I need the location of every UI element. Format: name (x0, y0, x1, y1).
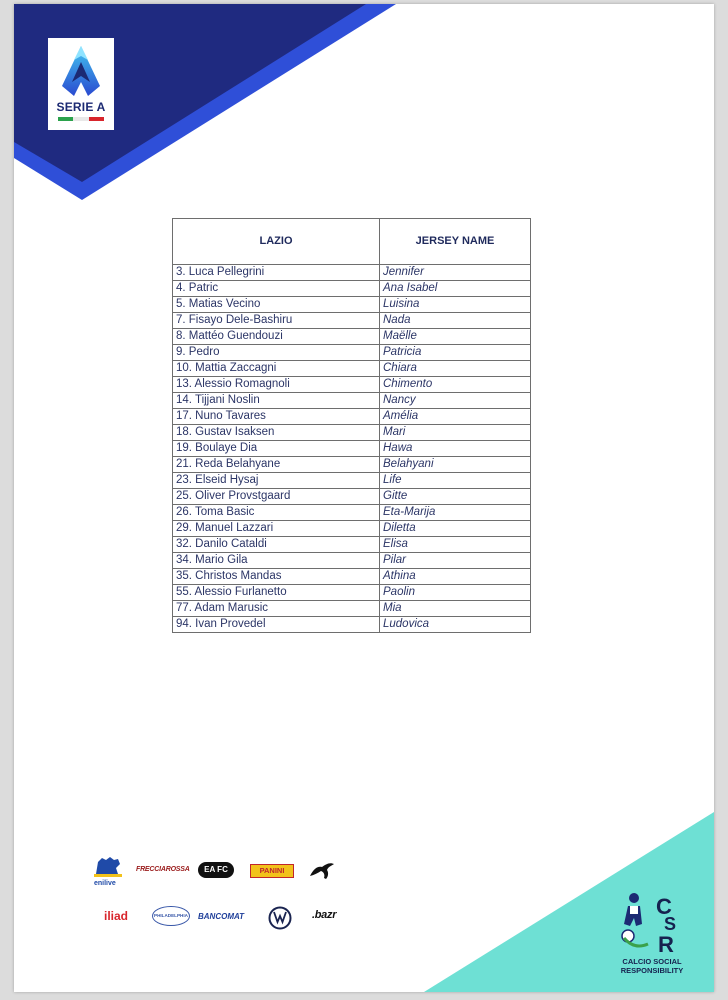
player-name-cell: 23. Elseid Hysaj (173, 473, 380, 489)
jersey-name-cell: Pilar (380, 553, 531, 569)
table-row (173, 569, 531, 585)
player-name-cell: 55. Alessio Furlanetto (173, 585, 380, 601)
table-row (173, 329, 531, 345)
jersey-column-header: JERSEY NAME (380, 219, 531, 265)
player-name-cell: 3. Luca Pellegrini (173, 265, 380, 281)
player-name-cell: 25. Oliver Provstgaard (173, 489, 380, 505)
table-row (173, 425, 531, 441)
player-name-cell: 8. Mattéo Guendouzi (173, 329, 380, 345)
table-row (173, 521, 531, 537)
csr-caption-line2: RESPONSIBILITY (620, 966, 684, 975)
jersey-name-cell: Paolin (380, 585, 531, 601)
table-row (173, 553, 531, 569)
table-row (173, 441, 531, 457)
player-name-cell: 14. Tijjani Noslin (173, 393, 380, 409)
jersey-name-cell: Elisa (380, 537, 531, 553)
jersey-name-cell: Mari (380, 425, 531, 441)
player-name-cell: 5. Matias Vecino (173, 297, 380, 313)
csr-letter-s: S (664, 914, 677, 934)
enilive-logo: enilive (94, 880, 116, 887)
jersey-name-cell: Belahyani (380, 457, 531, 473)
player-name-cell: 9. Pedro (173, 345, 380, 361)
player-name-cell: 35. Christos Mandas (173, 569, 380, 585)
italian-flag-stripe (58, 117, 104, 121)
jersey-name-cell: Ana Isabel (380, 281, 531, 297)
csr-caption-line1: CALCIO SOCIAL (622, 957, 682, 966)
document-page (14, 4, 714, 992)
table-row (173, 473, 531, 489)
table-row (173, 393, 531, 409)
jersey-name-cell: Jennifer (380, 265, 531, 281)
jersey-name-cell: Chimento (380, 377, 531, 393)
table-row (173, 601, 531, 617)
table-row (173, 409, 531, 425)
player-name-cell: 7. Fisayo Dele-Bashiru (173, 313, 380, 329)
jersey-name-cell: Patricia (380, 345, 531, 361)
jersey-name-cell: Eta-Marija (380, 505, 531, 521)
jersey-name-cell: Gitte (380, 489, 531, 505)
table-row (173, 537, 531, 553)
serie-a-logo (48, 38, 114, 130)
bancomat-logo: BANCOMAT (198, 912, 245, 921)
player-name-cell: 34. Mario Gila (173, 553, 380, 569)
jersey-name-cell: Amélia (380, 409, 531, 425)
table-row (173, 345, 531, 361)
frecciarossa-logo: FRECCIAROSSA (136, 866, 190, 873)
player-name-cell: 26. Toma Basic (173, 505, 380, 521)
bazr-logo: .bazr (312, 909, 337, 921)
player-name-cell: 32. Danilo Cataldi (173, 537, 380, 553)
iliad-logo: iliad (104, 909, 129, 923)
philadelphia-logo: PHILADELPHIA (152, 906, 190, 926)
roster-table-body (173, 265, 531, 633)
table-row (173, 281, 531, 297)
jersey-name-cell: Maëlle (380, 329, 531, 345)
jersey-name-cell: Chiara (380, 361, 531, 377)
table-row (173, 489, 531, 505)
player-name-cell: 4. Patric (173, 281, 380, 297)
ea-fc-logo: EA FC (198, 862, 234, 878)
player-name-cell: 29. Manuel Lazzari (173, 521, 380, 537)
team-column-header: LAZIO (173, 219, 380, 265)
jersey-name-cell: Athina (380, 569, 531, 585)
serie-a-logo-icon (48, 38, 114, 100)
player-name-cell: 18. Gustav Isaksen (173, 425, 380, 441)
panini-logo: PANINI (250, 864, 294, 878)
sponsor-logos (90, 850, 360, 940)
volkswagen-logo-icon (268, 906, 292, 930)
player-name-cell: 94. Ivan Provedel (173, 617, 380, 633)
table-row (173, 313, 531, 329)
player-name-cell: 21. Reda Belahyane (173, 457, 380, 473)
csr-letter-c: C (656, 894, 672, 919)
table-row (173, 361, 531, 377)
serie-a-logo-text: SERIE A (56, 100, 106, 114)
table-row (173, 457, 531, 473)
table-row (173, 585, 531, 601)
jersey-name-cell: Diletta (380, 521, 531, 537)
jersey-name-cell: Luisina (380, 297, 531, 313)
player-name-cell: 77. Adam Marusic (173, 601, 380, 617)
table-row (173, 505, 531, 521)
jersey-name-cell: Mia (380, 601, 531, 617)
jersey-name-cell: Ludovica (380, 617, 531, 633)
jersey-name-cell: Nancy (380, 393, 531, 409)
csr-letter-r: R (658, 932, 674, 957)
player-name-cell: 10. Mattia Zaccagni (173, 361, 380, 377)
jersey-name-cell: Nada (380, 313, 531, 329)
puma-cat-icon (308, 858, 336, 880)
roster-table (172, 218, 531, 633)
jersey-name-cell: Hawa (380, 441, 531, 457)
table-header-row (173, 219, 531, 265)
table-row (173, 265, 531, 281)
player-name-cell: 13. Alessio Romagnoli (173, 377, 380, 393)
player-name-cell: 19. Boulaye Dia (173, 441, 380, 457)
player-name-cell: 17. Nuno Tavares (173, 409, 380, 425)
table-row (173, 617, 531, 633)
table-row (173, 377, 531, 393)
eni-dog-icon (92, 854, 124, 878)
jersey-name-cell: Life (380, 473, 531, 489)
table-row (173, 297, 531, 313)
csr-caption (612, 957, 692, 975)
